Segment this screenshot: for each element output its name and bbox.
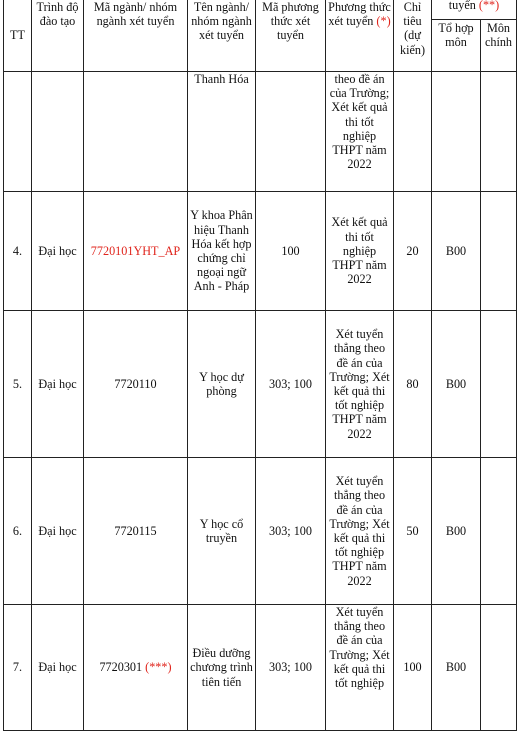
admission-table <box>3 0 517 731</box>
header-tt: TT <box>4 0 32 72</box>
cell-to-hop: B00 <box>432 311 481 458</box>
header-phuong-thuc <box>326 0 394 72</box>
cell-ten-nganh: Y học dự phòng <box>188 311 256 458</box>
cell-ma-phuong-thuc: 100 <box>256 192 326 311</box>
cell-trinh-do: Đại học <box>32 192 84 311</box>
header-to-hop-group-text: tuyển <box>448 0 476 13</box>
table-row <box>4 311 517 458</box>
cell-phuong-thuc: Xét kết quả thi tốt nghiệp THPT năm 2022 <box>326 192 394 311</box>
cell-chi-tieu <box>394 72 432 192</box>
cell-ma-nganh-mark: (***) <box>145 660 172 675</box>
cell-trinh-do: Đại học <box>32 605 84 731</box>
header-ma-nganh: Mã ngành/ nhóm ngành xét tuyển <box>84 0 188 72</box>
cell-ma-nganh-code: 7720301 <box>99 660 143 675</box>
header-row-top <box>4 0 517 20</box>
cell-ten-nganh: Điều dưỡng chương trình tiên tiến <box>188 605 256 731</box>
cell-ma-nganh <box>84 605 188 731</box>
cell-ma-phuong-thuc: 303; 100 <box>256 311 326 458</box>
header-ten-nganh: Tên ngành/ nhóm ngành xét tuyển <box>188 0 256 72</box>
cell-ma-nganh <box>84 72 188 192</box>
cell-chi-tieu: 100 <box>394 605 432 731</box>
cell-to-hop: B00 <box>432 605 481 731</box>
header-chi-tieu: Chỉ tiêu (dự kiến) <box>394 0 432 72</box>
header-to-hop-group-mark: (**) <box>478 0 500 13</box>
cell-phuong-thuc: Xét tuyển thẳng theo đề án của Trường; Xét kết quả thi tốt nghiệp THPT năm 2022 <box>326 311 394 458</box>
header-phuong-thuc-mark: (*) <box>376 14 391 29</box>
cell-tt <box>4 72 32 192</box>
cell-mon-chinh <box>481 605 517 731</box>
cell-phuong-thuc: theo đề án của Trường; Xét kết quả thi tốt nghiệp THPT năm 2022 <box>326 72 394 192</box>
cell-ma-nganh: 7720115 <box>84 458 188 605</box>
cell-tt: 6. <box>4 458 32 605</box>
cell-ma-phuong-thuc <box>256 72 326 192</box>
cell-mon-chinh <box>481 311 517 458</box>
cell-chi-tieu: 50 <box>394 458 432 605</box>
header-ma-phuong-thuc: Mã phương thức xét tuyển <box>256 0 326 72</box>
header-phuong-thuc-text: Phương thức xét tuyển <box>328 0 391 29</box>
cell-trinh-do: Đại học <box>32 458 84 605</box>
header-mon-chinh: Môn chính <box>481 20 517 72</box>
cell-to-hop: B00 <box>432 458 481 605</box>
cell-ma-phuong-thuc: 303; 100 <box>256 458 326 605</box>
header-trinh-do: Trình độ đào tạo <box>32 0 84 72</box>
table-row <box>4 458 517 605</box>
cell-mon-chinh <box>481 72 517 192</box>
cell-chi-tieu: 80 <box>394 311 432 458</box>
cell-tt: 5. <box>4 311 32 458</box>
cell-ten-nganh: Y khoa Phân hiệu Thanh Hóa kết hợp chứng chỉ ngoại ngữ Anh - Pháp <box>188 192 256 311</box>
cell-ma-nganh: 7720110 <box>84 311 188 458</box>
cell-trinh-do: Đại học <box>32 311 84 458</box>
cell-to-hop: B00 <box>432 192 481 311</box>
cell-ten-nganh: Thanh Hóa <box>188 72 256 192</box>
header-to-hop-group <box>432 0 517 20</box>
cell-chi-tieu: 20 <box>394 192 432 311</box>
table-row-continued <box>4 72 517 192</box>
cell-phuong-thuc: Xét tuyển thẳng theo đề án của Trường; Xét kết quả thi tốt nghiệp <box>326 605 394 731</box>
cell-mon-chinh <box>481 192 517 311</box>
cell-trinh-do <box>32 72 84 192</box>
table-row <box>4 605 517 731</box>
cell-phuong-thuc: Xét tuyển thẳng theo đề án của Trường; Xét kết quả thi tốt nghiệp THPT năm 2022 <box>326 458 394 605</box>
cell-mon-chinh <box>481 458 517 605</box>
cell-tt: 7. <box>4 605 32 731</box>
cell-ma-nganh: 7720101YHT_AP <box>84 192 188 311</box>
cell-ma-phuong-thuc: 303; 100 <box>256 605 326 731</box>
cell-to-hop <box>432 72 481 192</box>
table-row <box>4 192 517 311</box>
cell-tt: 4. <box>4 192 32 311</box>
header-to-hop-mon: Tổ hợp môn <box>432 20 481 72</box>
cell-ten-nganh: Y học cổ truyền <box>188 458 256 605</box>
